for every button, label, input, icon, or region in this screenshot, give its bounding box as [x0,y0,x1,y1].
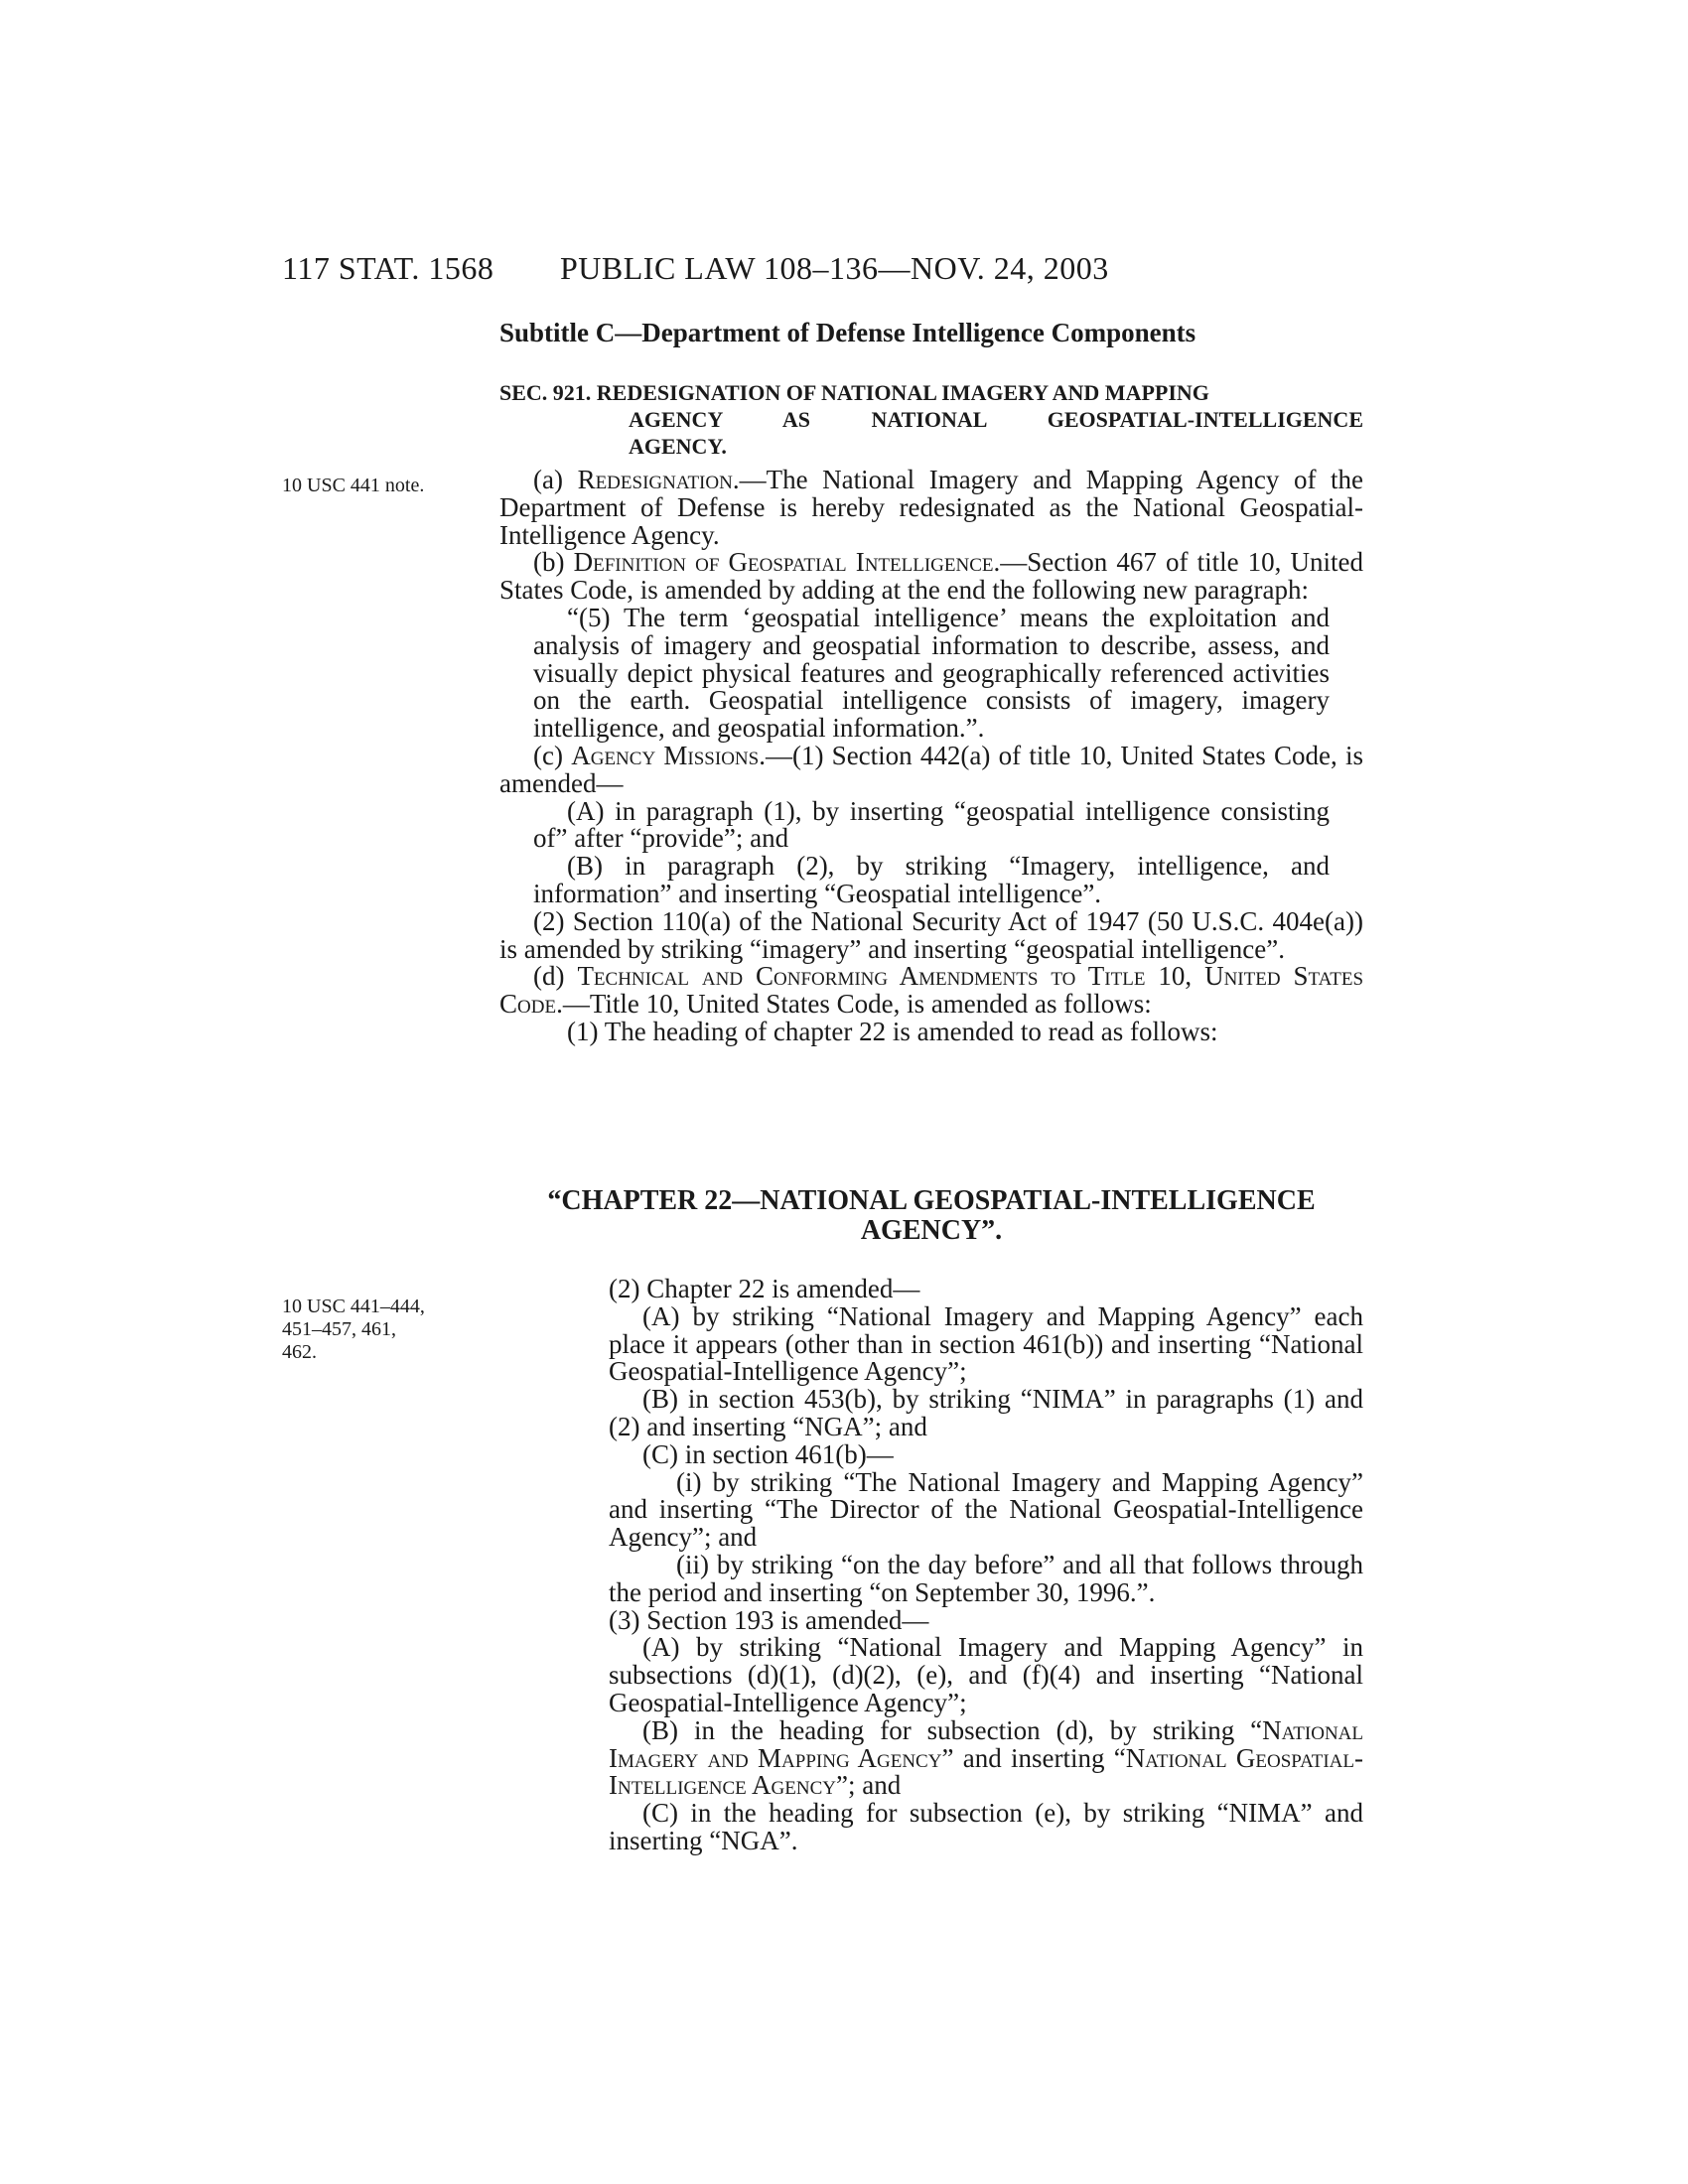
paragraph-d1: (1) The heading of chapter 22 is amended to read as follows: [567,1016,1218,1046]
paragraph-a-label: (a) [533,465,578,494]
paragraph-c-text: .—(1) Section 442(a) of title 10, United States Code, is amended— [499,740,1363,798]
margin-note-usc: 10 USC 441 note. [282,475,425,496]
paragraph-d3-B-new-name: National Geospatial-Intelligence Agency [609,1742,1363,1801]
paragraph-c-label: (c) [533,740,572,770]
section-heading-line-1: SEC. 921. REDESIGNATION OF NATIONAL IMAGERY AND MAPPING [499,380,1209,405]
chapter-heading-line-1: “CHAPTER 22—NATIONAL GEOSPATIAL-INTELLIGENCE [547,1185,1316,1216]
paragraph-d3-B-text-3: ”; and [836,1770,902,1801]
paragraph-c1-B: (B) in paragraph (2), by striking “Imagery, intelligence, and information” and inserting “Geospatial intelligence”. [533,851,1330,908]
statute-page-number: 117 STAT. 1568 [282,250,494,286]
subtitle-heading: Subtitle C—Department of Defense Intelligence Components [499,318,1196,347]
margin-note-line-3: 462. [282,1341,317,1363]
paragraph-d-label: (d) [533,961,578,992]
paragraph-d2-A: (A) by striking “National Imagery and Mapping Agency” each place it appears (other than in section 461(b)) and inserting “National Geospatial-Intelligence Agency”; [609,1300,1363,1387]
paragraph-c [499,740,1363,798]
paragraph-b-label: (b) [533,547,574,578]
paragraph-d3-B-text-2: ” and inserting “ [941,1742,1126,1773]
paragraph-a-text: .—The National Imagery and Mapping Agency of the Department of Defense is hereby redesignated as the National Geospatial-Intelligence Agency. [499,465,1363,550]
paragraph-d-text: .—Title 10, United States Code, is amended as follows: [556,989,1152,1020]
margin-note-line-2: 451–457, 461, [282,1318,396,1340]
section-heading-line-2: AGENCY AS NATIONAL GEOSPATIAL-INTELLIGENCE [629,407,1363,432]
paragraph-d2-B: (B) in section 453(b), by striking “NIMA” in paragraphs (1) and (2) and inserting “NGA”; and [609,1384,1363,1441]
public-law-header: PUBLIC LAW 108–136—NOV. 24, 2003 [560,250,1109,286]
section-body-part-1 [499,467,1363,1046]
paragraph-c1-A: (A) in paragraph (1), by inserting “geospatial intelligence consisting of” after “provide”; and [533,795,1330,854]
section-body-part-2 [499,1276,1363,1855]
paragraph-b-heading: Definition of Geospatial Intelligence [573,547,994,578]
chapter-heading [499,1186,1363,1246]
section-heading [499,379,1363,460]
paragraph-d3-C: (C) in the heading for subsection (e), by striking “NIMA” and inserting “NGA”. [609,1798,1363,1855]
paragraph-a [499,467,1363,549]
paragraph-d3-A: (A) by striking “National Imagery and Mapping Agency” in subsections (d)(1), (d)(2), (e), and (f)(4) and inserting “National Geospatial-Intelligence Agency”; [609,1632,1363,1717]
paragraph-d2-C: (C) in section 461(b)— [642,1438,894,1469]
paragraph-d3: (3) Section 193 is amended— [609,1604,929,1635]
paragraph-b-quoted-text: “(5) The term ‘geospatial intelligence’ means the exploitation and analysis of imagery and geospatial information to describe, assess, and visually depict physical features and geographically referenced activities on the earth. Geospatial intelligence consists of imagery, imagery intelligence, and geospatial information.”. [533,602,1330,744]
paragraph-d3-B-text-1: (B) in the heading for subsection (d), by striking “ [642,1714,1263,1745]
paragraph-d2: (2) Chapter 22 is amended— [609,1274,920,1303]
paragraph-d2-C-i: (i) by striking “The National Imagery and Mapping Agency” and inserting “The Director of the National Geospatial-Intelligence Agency”; and [609,1466,1363,1553]
paragraph-d2-C-ii: (ii) by striking “on the day before” and all that follows through the period and inserting “on September 30, 1996.”. [609,1549,1363,1607]
chapter-heading-line-2: AGENCY”. [860,1215,1003,1246]
paragraph-c2: (2) Section 110(a) of the National Security Act of 1947 (50 U.S.C. 404e(a)) is amended by striking “imagery” and inserting “geospatial intelligence”. [499,905,1363,964]
paragraph-d3-B [499,1714,1363,1801]
margin-note-line-1: 10 USC 441–444, [282,1296,425,1317]
paragraph-a-heading: Redesignation [577,465,733,494]
paragraph-d-heading: Technical and Conforming Amendments to Title 10, United States Code [499,961,1364,1020]
paragraph-d [499,963,1363,1019]
margin-note-usc-range [282,1296,425,1364]
paragraph-d3-B-old-name: National Imagery and Mapping Agency [609,1714,1363,1773]
paragraph-c-heading: Agency Missions [571,740,760,770]
paragraph-b-text: .—Section 467 of title 10, United States Code, is amended by adding at the end the following new paragraph: [499,547,1364,606]
paragraph-b [499,549,1363,605]
section-heading-line-3: AGENCY. [629,434,727,459]
